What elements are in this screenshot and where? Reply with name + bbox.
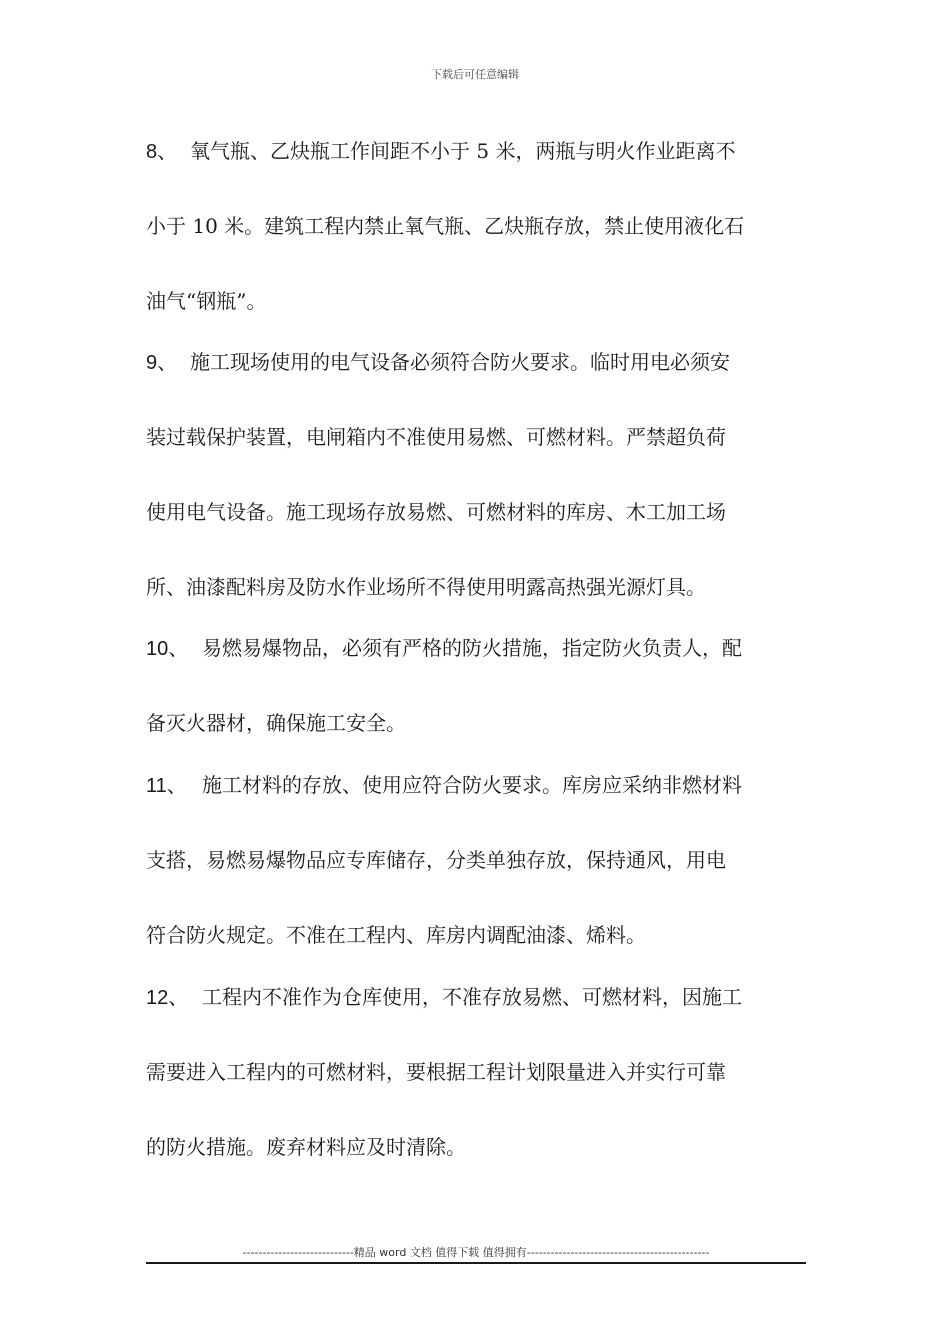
- item-text: 使用电气设备。施工现场存放易燃、可燃材料的库房、木工加工场: [146, 500, 726, 524]
- item-text: 油气“钢瓶”。: [146, 289, 267, 313]
- item-11-line-3: [146, 920, 646, 950]
- item-9-line-2: [146, 422, 726, 452]
- item-number: 12、: [146, 987, 189, 1009]
- item-8-line-1: [146, 136, 735, 166]
- item-text: 符合防火规定。不准在工程内、库房内调配油漆、烯料。: [146, 923, 646, 947]
- item-text: 工程内不准作为仓库使用，不准存放易燃、可燃材料，因施工: [202, 985, 742, 1009]
- item-text: 易燃易爆物品，必须有严格的防火措施，指定防火负责人，配: [202, 636, 742, 660]
- item-text: 需要进入工程内的可燃材料，要根据工程计划限量进入并实行可靠: [146, 1060, 726, 1084]
- page-header: 下载后可任意编辑: [431, 68, 519, 81]
- item-9-line-1: [146, 347, 730, 377]
- item-11-line-1: [146, 770, 742, 800]
- item-text: 备灭火器材，确保施工安全。: [146, 711, 406, 735]
- item-text: 支搭，易燃易爆物品应专库储存，分类单独存放，保持通风，用电: [146, 848, 726, 872]
- item-number: 11、: [146, 775, 187, 797]
- page-footer: ----------------------------精品 word 文档 值得下载 值得拥有----------------------------------------------: [242, 1246, 710, 1259]
- item-12-line-1: [146, 982, 742, 1012]
- document-body: [146, 0, 810, 1344]
- item-8-line-2: [146, 211, 744, 241]
- item-text: 装过载保护装置，电闸箱内不准使用易燃、可燃材料。严禁超负荷: [146, 425, 726, 449]
- item-8-line-3: [146, 286, 266, 316]
- item-text: 施工材料的存放、使用应符合防火要求。库房应采纳非燃材料: [202, 773, 742, 797]
- item-text: 氧气瓶、乙炔瓶工作间距不小于 5 米，两瓶与明火作业距离不: [190, 139, 736, 163]
- item-12-line-3: [146, 1132, 466, 1162]
- item-text: 的防火措施。废弃材料应及时清除。: [146, 1135, 466, 1159]
- item-text: 施工现场使用的电气设备必须符合防火要求。临时用电必须安: [190, 350, 730, 374]
- item-11-line-2: [146, 845, 726, 875]
- item-12-line-2: [146, 1057, 726, 1087]
- item-text: 小于 10 米。建筑工程内禁止氧气瓶、乙炔瓶存放，禁止使用液化石: [146, 214, 745, 238]
- footer-divider: [146, 1262, 806, 1264]
- item-number: 9、: [146, 352, 178, 374]
- item-number: 8、: [146, 141, 178, 163]
- item-number: 10、: [146, 638, 189, 660]
- item-10-line-1: [146, 633, 742, 663]
- item-10-line-2: [146, 708, 406, 738]
- item-9-line-3: [146, 497, 726, 527]
- item-9-line-4: [146, 572, 706, 602]
- item-text: 所、油漆配料房及防水作业场所不得使用明露高热强光源灯具。: [146, 575, 706, 599]
